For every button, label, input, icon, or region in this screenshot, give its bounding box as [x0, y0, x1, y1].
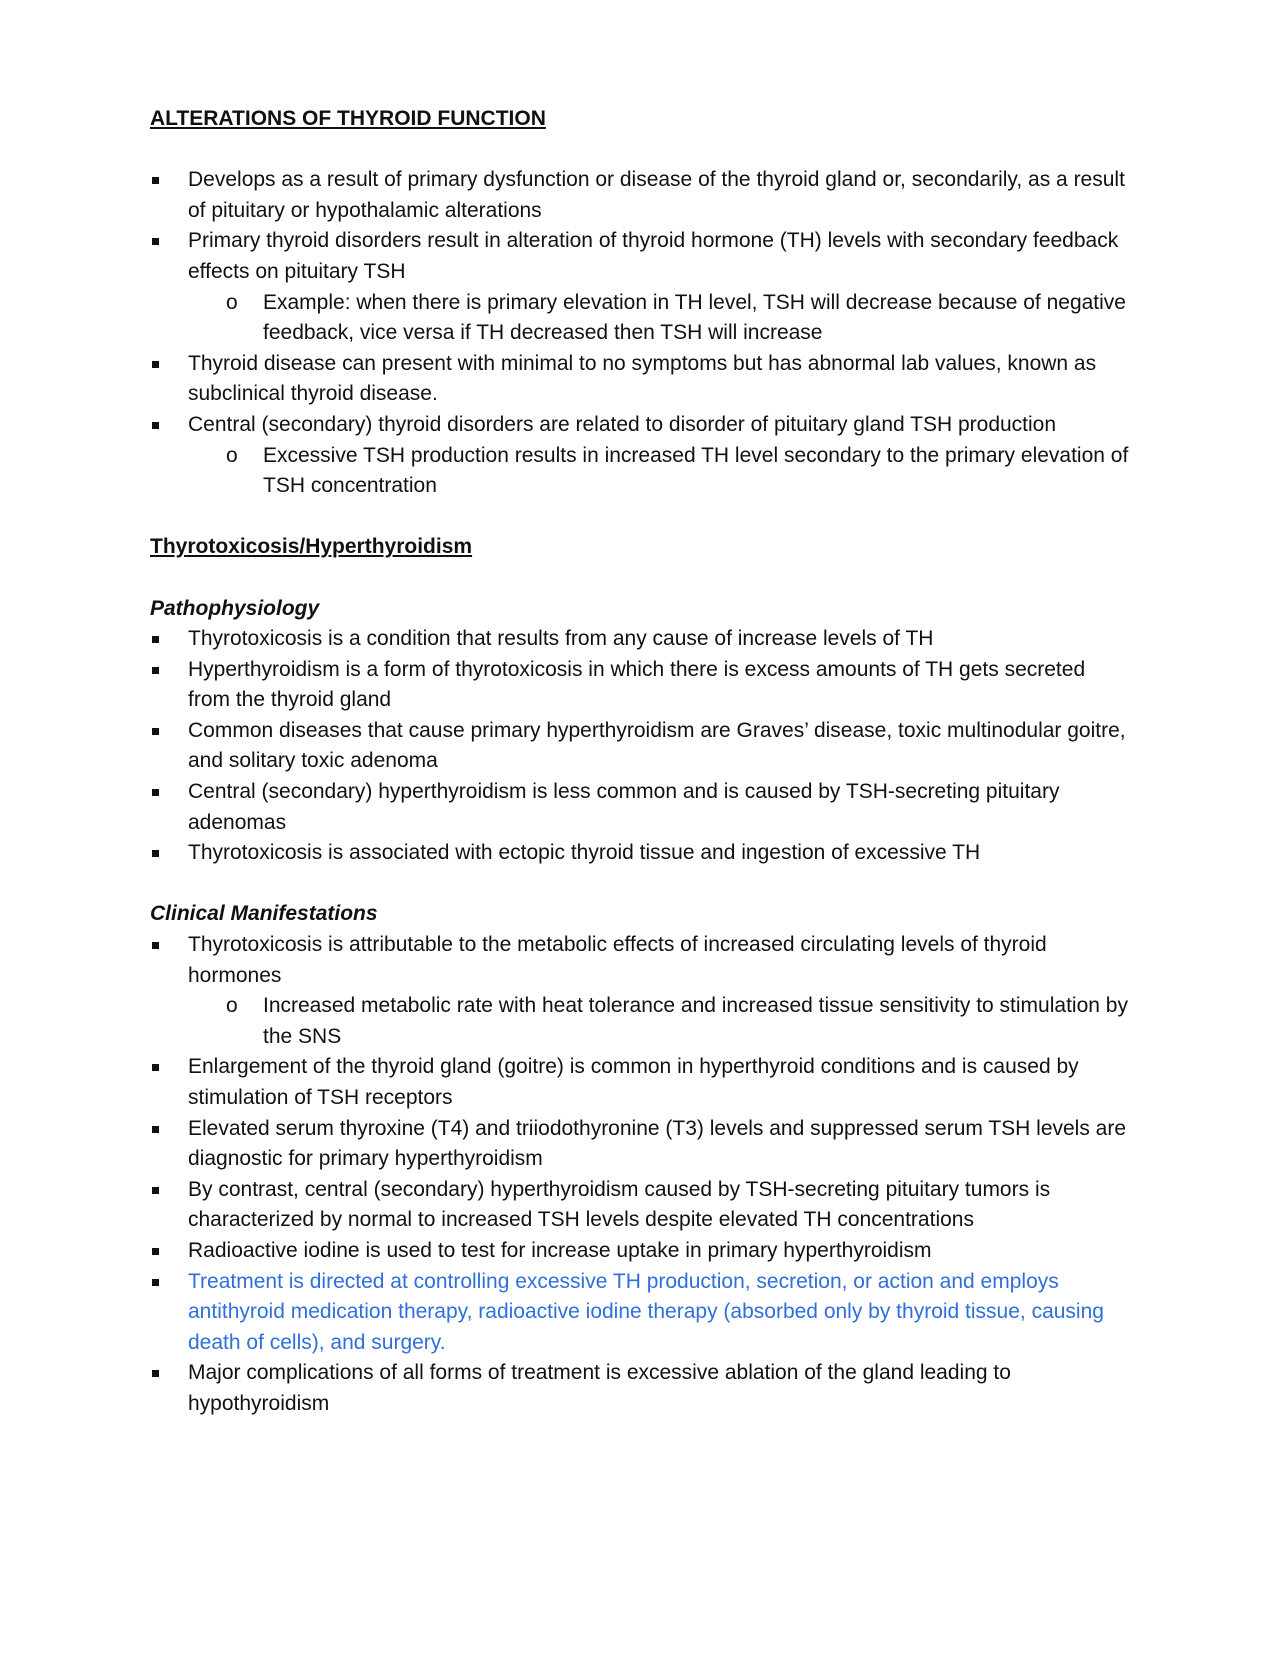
square-bullet-icon: [152, 850, 159, 857]
list-item: Major complications of all forms of treatment is excessive ablation of the gland leading to hypothyroidism: [150, 1358, 1130, 1419]
square-bullet-icon: [152, 636, 159, 643]
list-item: Hyperthyroidism is a form of thyrotoxicosis in which there is excess amounts of TH gets secreted from the thyroid gland: [150, 655, 1130, 716]
sub-list-item: o Excessive TSH production results in increased TH level secondary to the primary elevation of TSH concentration: [150, 441, 1130, 502]
list-item: Thyroid disease can present with minimal to no symptoms but has abnormal lab values, known as subclinical thyroid disease.: [150, 349, 1130, 410]
list-item: Develops as a result of primary dysfunction or disease of the thyroid gland or, secondarily, as a result of pituitary or hypothalamic alterations: [150, 165, 1130, 226]
section-title: Thyrotoxicosis/Hyperthyroidism: [150, 535, 473, 559]
spacer: [150, 563, 1130, 594]
highlighted-list-item: Treatment is directed at controlling excessive TH production, secretion, or action and employs antithyroid medication therapy, radioactive iodine therapy (absorbed only by thyroid tissue, causing death of cells), and surgery.: [150, 1267, 1130, 1359]
square-bullet-icon: [152, 1064, 159, 1071]
list-item: Common diseases that cause primary hyperthyroidism are Graves’ disease, toxic multinodular goitre, and solitary toxic adenoma: [150, 716, 1130, 777]
square-bullet-icon: [152, 1187, 159, 1194]
list-item: Enlargement of the thyroid gland (goitre) is common in hyperthyroid conditions and is caused by stimulation of TSH receptors: [150, 1052, 1130, 1113]
clinical-list: [150, 930, 1130, 1420]
spacer: [150, 502, 1130, 533]
list-item: Radioactive iodine is used to test for increase uptake in primary hyperthyroidism: [150, 1236, 1130, 1267]
list-item: Thyrotoxicosis is associated with ectopic thyroid tissue and ingestion of excessive TH: [150, 838, 1130, 869]
square-bullet-icon: [152, 1248, 159, 1255]
square-bullet-icon: [152, 789, 159, 796]
document-page: [150, 104, 1130, 1420]
list-item: Central (secondary) thyroid disorders are related to disorder of pituitary gland TSH production: [150, 410, 1130, 441]
list-item: Thyrotoxicosis is a condition that results from any cause of increase levels of TH: [150, 624, 1130, 655]
circle-bullet-icon: o: [226, 994, 238, 1018]
square-bullet-icon: [152, 422, 159, 429]
circle-bullet-icon: o: [226, 290, 238, 314]
pathophysiology-list: [150, 624, 1130, 869]
sub-list-item: o Increased metabolic rate with heat tolerance and increased tissue sensitivity to stimulation by the SNS: [150, 991, 1130, 1052]
list-item: Central (secondary) hyperthyroidism is less common and is caused by TSH-secreting pituitary adenomas: [150, 777, 1130, 838]
square-bullet-icon: [152, 942, 159, 949]
circle-bullet-icon: o: [226, 443, 238, 467]
pathophysiology-heading: Pathophysiology: [150, 596, 320, 620]
square-bullet-icon: [152, 1370, 159, 1377]
list-item: Thyrotoxicosis is attributable to the metabolic effects of increased circulating levels of thyroid hormones: [150, 930, 1130, 991]
square-bullet-icon: [152, 728, 159, 735]
list-item: By contrast, central (secondary) hyperthyroidism caused by TSH-secreting pituitary tumors is characterized by normal to increased TSH levels despite elevated TH concentrations: [150, 1175, 1130, 1236]
square-bullet-icon: [152, 667, 159, 674]
document-title: ALTERATIONS OF THYROID FUNCTION: [150, 107, 546, 130]
square-bullet-icon: [152, 1279, 159, 1286]
intro-list: [150, 165, 1130, 502]
clinical-manifestations-heading: Clinical Manifestations: [150, 902, 378, 926]
spacer: [150, 135, 1130, 166]
list-item: Primary thyroid disorders result in alteration of thyroid hormone (TH) levels with secondary feedback effects on pituitary TSH: [150, 226, 1130, 287]
sub-list-item: o Example: when there is primary elevation in TH level, TSH will decrease because of negative feedback, vice versa if TH decreased then TSH will increase: [150, 288, 1130, 349]
square-bullet-icon: [152, 361, 159, 368]
list-item: Elevated serum thyroxine (T4) and triiodothyronine (T3) levels and suppressed serum TSH levels are diagnostic for primary hyperthyroidism: [150, 1114, 1130, 1175]
square-bullet-icon: [152, 177, 159, 184]
square-bullet-icon: [152, 1126, 159, 1133]
square-bullet-icon: [152, 238, 159, 245]
spacer: [150, 869, 1130, 900]
